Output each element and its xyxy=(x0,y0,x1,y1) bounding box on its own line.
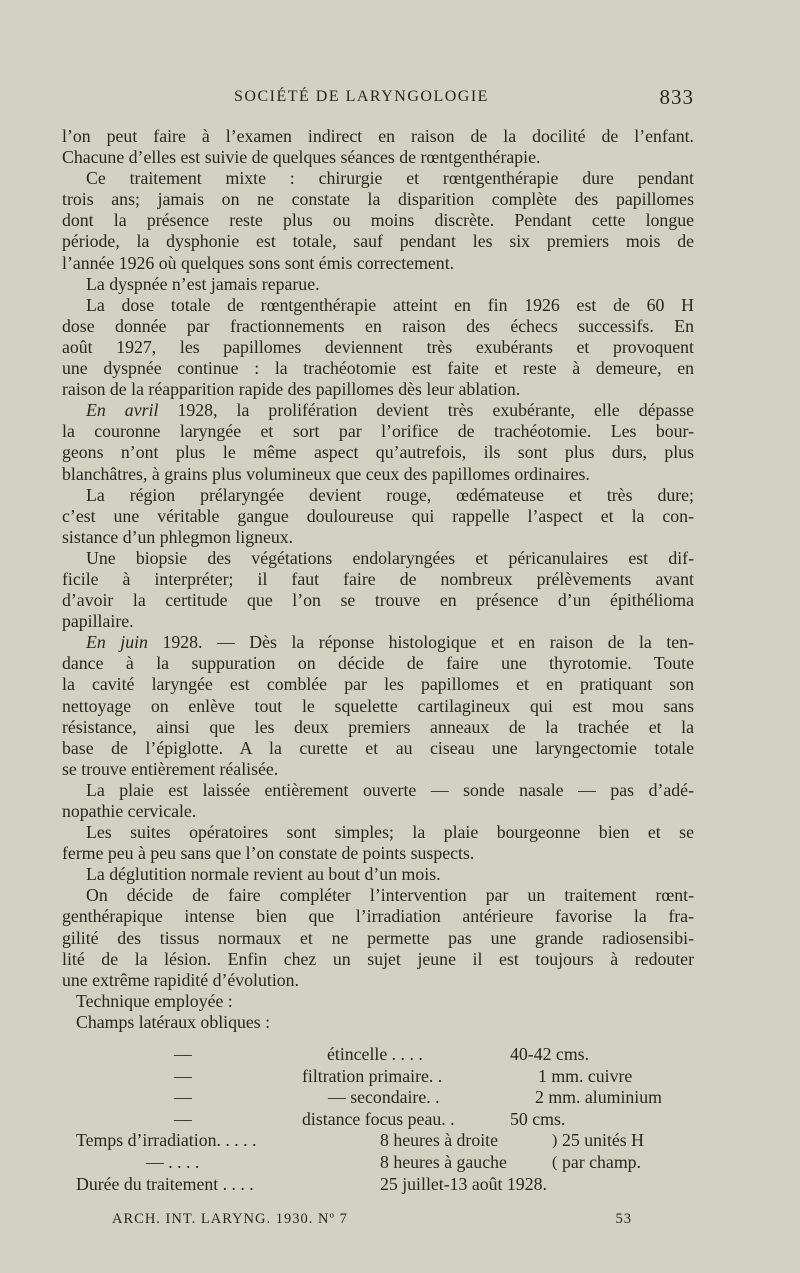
text-line: la couronne laryngée et sort par l’orifice de trachéotomie. Les bour- xyxy=(62,421,694,442)
technique-param: — secondaire. . xyxy=(328,1087,440,1108)
text-line: l’on peut faire à l’examen indirect en raison de la docilité de l’enfant. xyxy=(62,126,694,146)
technique-value: 40-42 cms. xyxy=(510,1044,590,1064)
text-line: nettoyage on enlève tout le squelette cartilagineux qui est mou sans xyxy=(62,695,694,716)
text-line: geons n’ont plus le même aspect qu’autrefois, ils sont plus durs, plus xyxy=(62,442,694,463)
italic-lead: En avril xyxy=(86,400,159,421)
running-title: SOCIÉTÉ DE LARYNGOLOGIE xyxy=(234,88,489,105)
text-line: raison de la réapparition rapide des papillomes dès leur ablation. xyxy=(62,379,521,400)
technique-label: Temps d’irradiation. . . . . xyxy=(76,1130,257,1151)
text-line: La région prélaryngée devient rouge, œdémateuse et très dure; xyxy=(86,484,694,505)
text-line: une dyspnée continue : la trachéotomie est faite et reste à demeure, en xyxy=(62,358,694,379)
text-line: l’année 1926 où quelques sons sont émis correctement. xyxy=(62,252,455,273)
text-line: lité de la lésion. Enfin chez un sujet jeune il est toujours à redouter xyxy=(62,948,694,969)
technique-label: — . . . . xyxy=(146,1151,200,1172)
technique-label: Durée du traitement . . . . xyxy=(76,1173,254,1194)
text-line: La dyspnée n’est jamais reparue. xyxy=(86,273,320,294)
body-text xyxy=(62,126,694,1033)
text-line: Ce traitement mixte : chirurgie et rœntgenthérapie dure pendant xyxy=(86,168,694,189)
text-line: se trouve entièrement réalisée. xyxy=(62,758,279,779)
text-line: papillaire. xyxy=(62,611,134,632)
technique-label: — xyxy=(174,1044,192,1064)
text-line: dance à la suppuration on décide de faire une thyrotomie. Toute xyxy=(62,653,694,674)
text-line: ficile à interpréter; il faut faire de nombreux prélèvements avant xyxy=(62,568,694,589)
text-line: Une biopsie des végétations endolaryngées et péricanulaires est dif- xyxy=(86,547,694,568)
technique-param: 8 heures à gauche xyxy=(380,1151,507,1172)
technique-param: distance focus peau. . xyxy=(302,1108,455,1129)
text-fragment: 1928, la prolifération devient très exubérante, elle dépasse xyxy=(158,400,695,421)
technique-param: 8 heures à droite xyxy=(380,1130,499,1151)
text-line: résistance, ainsi que les deux premiers anneaux de la trachée et la xyxy=(62,716,694,737)
text-line: La dose totale de rœntgenthérapie atteint en fin 1926 est de 60 H xyxy=(86,294,694,315)
text-line: La plaie est laissée entièrement ouverte — sonde nasale — pas d’adé- xyxy=(86,779,694,800)
technique-table xyxy=(62,1044,712,1195)
technique-param: 25 juillet-13 août 1928. xyxy=(380,1173,547,1194)
text-line: août 1927, les papillomes deviennent très exubérants et provoquent xyxy=(62,336,694,357)
brace-top: ) xyxy=(552,1132,558,1150)
technique-value: 50 cms. xyxy=(510,1108,566,1129)
text-line: sistance d’un phlegmon ligneux. xyxy=(62,526,294,547)
technique-label: — xyxy=(174,1065,192,1086)
text-line: blanchâtres, à grains plus volumineux que ceux des papillomes ordinaires. xyxy=(62,463,590,484)
text-line: On décide de faire compléter l’intervention par un traitement rœnt- xyxy=(86,885,694,906)
sheet-number: 53 xyxy=(615,1211,632,1227)
text-line: une extrême rapidité d’évolution. xyxy=(62,969,299,990)
text-line: dont la présence reste plus ou moins discrète. Pendant cette longue xyxy=(62,210,694,231)
technique-value: par champ. xyxy=(562,1151,641,1172)
technique-label: — xyxy=(174,1108,192,1129)
text-fragment: 1928. — Dès la réponse histologique et en raison de la ten- xyxy=(147,632,694,653)
text-line: ferme peu à peu sans que l’on constate de points suspects. xyxy=(62,843,475,864)
text-line: Technique employée : xyxy=(76,990,233,1011)
text-line: genthérapique intense bien que l’irradiation antérieure favorise la fra- xyxy=(62,906,694,927)
page-number: 833 xyxy=(659,85,694,109)
text-line: période, la dysphonie est totale, sauf pendant les six premiers mois de xyxy=(62,231,694,252)
italic-lead: En juin xyxy=(86,632,148,653)
technique-row xyxy=(62,1087,712,1109)
text-line: Les suites opératoires sont simples; la plaie bourgeonne bien et se xyxy=(86,822,694,843)
technique-param: filtration primaire. . xyxy=(302,1065,443,1086)
footer xyxy=(112,1211,632,1233)
text-line xyxy=(62,400,694,421)
text-line: d’avoir la certitude que l’on se trouve en présence d’un épithélioma xyxy=(62,590,694,611)
technique-row xyxy=(62,1130,712,1152)
text-line: dose donnée par fractionnements en raison des échecs successifs. En xyxy=(62,315,694,336)
running-head xyxy=(62,85,694,111)
text-line: nopathie cervicale. xyxy=(62,801,197,821)
text-line: La déglutition normale revient au bout d’un mois. xyxy=(86,864,441,885)
technique-row xyxy=(62,1066,712,1088)
technique-row xyxy=(62,1152,712,1174)
text-line: trois ans; jamais on ne constate la disparition complète des papillomes xyxy=(62,189,694,210)
text-line: la cavité laryngée est comblée par les papillomes et en pratiquant son xyxy=(62,674,694,695)
text-line: gilité des tissus normaux et ne permette pas une grande radiosensibi- xyxy=(62,927,694,948)
technique-row xyxy=(62,1174,712,1196)
text-line: base de l’épiglotte. A la curette et au ciseau une laryngectomie totale xyxy=(62,737,694,758)
text-line: c’est une véritable gangue douloureuse qui rappelle l’aspect et la con- xyxy=(62,505,694,526)
technique-value: 1 mm. cuivre xyxy=(538,1065,633,1086)
journal-reference: ARCH. INT. LARYNG. 1930. Nº 7 xyxy=(112,1211,348,1227)
technique-param: étincelle . . . . xyxy=(327,1044,423,1064)
technique-label: — xyxy=(174,1087,192,1108)
brace-bottom: ( xyxy=(552,1153,558,1171)
technique-value: 2 mm. aluminium xyxy=(535,1087,662,1108)
technique-row xyxy=(62,1044,712,1066)
technique-row xyxy=(62,1109,712,1131)
text-line xyxy=(62,632,694,653)
technique-value: 25 unités H xyxy=(562,1130,644,1151)
text-line: Champs latéraux obliques : xyxy=(76,1011,271,1032)
text-line: Chacune d’elles est suivie de quelques séances de rœntgenthérapie. xyxy=(62,147,541,168)
